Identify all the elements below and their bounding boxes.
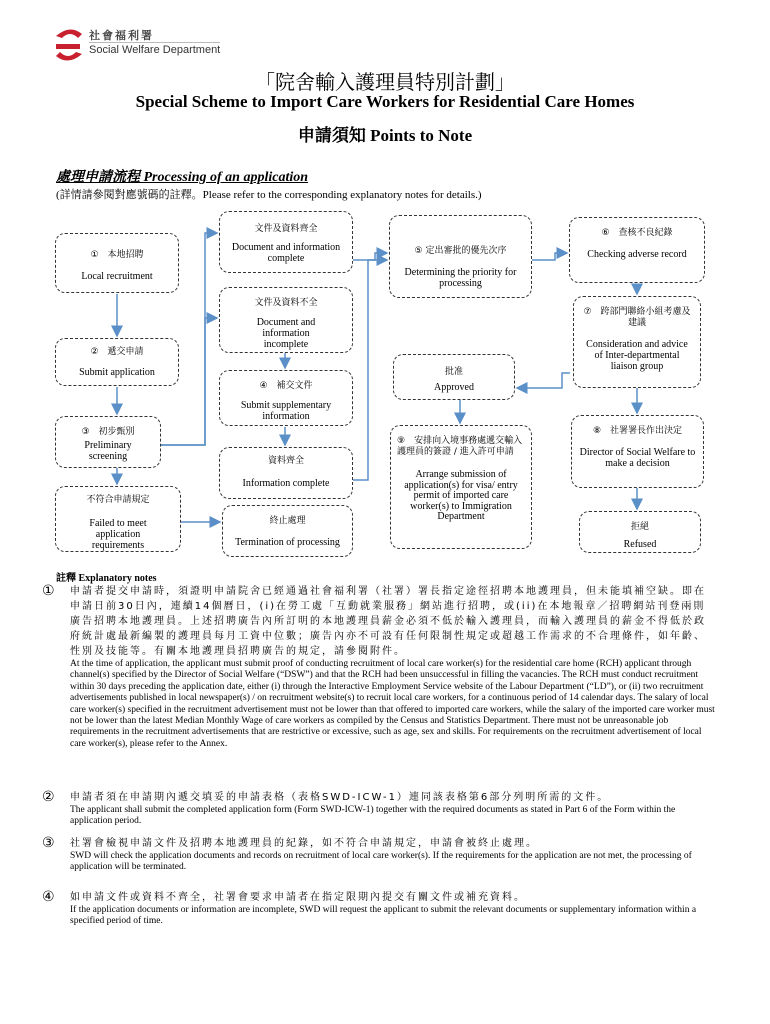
section-heading: 處理申請流程 Processing of an application [56, 170, 309, 185]
title-en: Special Scheme to Import Care Workers for Residential Care Homes [135, 92, 635, 111]
step-3-preliminary-screening [55, 416, 161, 468]
note-1-number: ① [42, 583, 55, 599]
note-2-number: ② [42, 789, 55, 805]
note-2-cn: 申請者須在申請期內遞交填妥的申請表格（表格SWD-ICW-1）連同該表格第6部分列明所需的文件。 [70, 792, 610, 803]
doc-incomplete-en: Document and information incomplete [256, 317, 316, 350]
step-8-en: Director of Social Welfare to make a decision [579, 447, 696, 469]
note-3 [42, 835, 716, 874]
failed-en: Failed to meet application requirements [89, 518, 147, 551]
doc-complete-en: Document and information complete [231, 242, 341, 264]
step-3-cn: ③ 初步甄別 [81, 427, 135, 437]
logo-text-en: Social Welfare Department [89, 44, 221, 56]
termination-cn: 終止處理 [269, 516, 306, 526]
step-5-cn: ⑤ 定出審批的優先次序 [414, 246, 507, 256]
step-9-en: Arrange submission of application(s) for visa/ entry permit of imported care worker(s) to Immigration Department [404, 469, 518, 522]
information-complete [219, 447, 353, 499]
note-1-cn: 申請者提交申請時，須證明申請院舍已經通過社會福利署（社署）署長指定途徑招聘本地護理員，但未能填補空缺。即在申請日前30日內，連續14個曆日，(i)在勞工處「互動就業服務」網站進行招聘，或(ii)在本地報章／招聘網站刊登兩則廣告招聘本地護理員。上述招聘廣告內所訂明的本地護理員薪金必須不低於輸入護理員，而輸入護理員的薪金不得低於政府統計處最新編製的護理員每月工資中位數；廣告內亦不可設有任何限制性規定或超越工作需求的不合理條件，如年齡、性別及技能等。有關本地護理員招聘廣告的規定，請參閱附件。 [70, 586, 706, 657]
step-7-cn: ⑦ 跨部門聯絡小組考慮及建議 [583, 307, 691, 328]
step-7-en: Consideration and advice of Inter-departmental liaison group [586, 339, 688, 372]
refused-cn: 拒絕 [630, 522, 649, 532]
info-complete-cn: 資料齊全 [267, 456, 304, 466]
note-4-cn: 如申請文件或資料不齊全，社署會要求申請者在指定限期內提交有關文件或補充資料。 [70, 892, 526, 903]
step-6-en: Checking adverse record [587, 249, 687, 260]
step-2-cn: ② 遞交申請 [90, 347, 144, 357]
step-1-local-recruitment [55, 233, 179, 293]
document-complete [219, 211, 353, 273]
step-2-submit-application [55, 338, 179, 386]
step-2-en: Submit application [79, 367, 155, 378]
approved-cn: 批准 [444, 367, 463, 377]
termination [222, 505, 353, 557]
note-3-cn: 社署會檢視申請文件及招聘本地護理員的紀錄，如不符合申請規定，申請會被終止處理。 [70, 838, 538, 849]
section-subtitle: (詳情請參閱對應號碼的註釋。Please refer to the corresponding explanatory notes for details.) [56, 189, 482, 201]
title-points: 申請須知 Points to Note [297, 126, 473, 145]
approved [393, 354, 515, 400]
step-4-supplementary [219, 370, 353, 426]
approved-en: Approved [434, 382, 474, 393]
notes-heading: 註釋 Explanatory notes [56, 573, 157, 584]
note-4 [42, 889, 716, 928]
step-8-director-decision [571, 415, 704, 488]
step-5-en: Determining the priority for processing [404, 267, 517, 289]
termination-en: Termination of processing [235, 537, 340, 548]
note-2-en: The applicant shall submit the completed application form (Form SWD-ICW-1) together with the required documents as stated in Part 6 of the Form within the application period. [70, 805, 676, 827]
logo-text-cn: 社會福利署 [89, 29, 154, 42]
failed-requirements [55, 486, 181, 552]
note-1 [42, 583, 716, 750]
document-incomplete [219, 287, 353, 353]
step-4-cn: ④ 補交文件 [259, 381, 313, 391]
step-9-immigration [390, 425, 532, 549]
step-4-en: Submit supplementary information [240, 400, 332, 422]
step-3-en: Preliminary screening [84, 440, 132, 462]
note-3-number: ③ [42, 835, 55, 851]
step-7-liaison-group [573, 296, 701, 388]
step-1-cn: ① 本地招聘 [90, 250, 144, 260]
step-5-priority [389, 215, 532, 298]
info-complete-en: Information complete [242, 478, 330, 489]
step-6-adverse-record [569, 217, 705, 283]
step-6-cn: ⑥ 查核不良紀錄 [601, 228, 673, 238]
note-4-en: If the application documents or information are incomplete, SWD will request the applicant to submit the relevant documents or supplementary information within a specified period of time. [70, 905, 697, 927]
refused-en: Refused [623, 539, 657, 550]
failed-cn: 不符合申請規定 [86, 495, 150, 505]
step-9-cn: ⑨ 安排向入境事務處遞交輸入護理員的簽證 / 進入許可申請 [397, 436, 523, 457]
step-1-en: Local recruitment [81, 271, 153, 282]
note-1-en: At the time of application, the applicant must submit proof of conducting recruitment of local care worker(s) for the residential care home (RCH) applicant through channel(s) specified by the Director of Social Welfare (“DSW”) and that the RCH had been unsuccessful in filling the vacancies. The RCH must conduct recruitment within 30 days preceding the application date, either (i) through the Interactive Employment Service website of the Labour Department (“LD”), or (ii) two recruitment advertisements published in local newspaper(s) / on recruitment website(s) to recruit local care workers, for a continuous period of 14 calendar days. The salary of local care worker(s) specified in the recruitment advertisement must not be lower than that offered to imported care workers, while the salary of the imported care worker must not be lower than the latest Median Monthly Wage of care workers as compiled by the Census and Statistics Department. There must not be unreasonable job requirements in the recruitment advertisements that are restrictive or excessive, such as age, sex and skills. For requirements on the recruitment advertisement of local care worker(s), please refer to the Annex. [70, 659, 715, 749]
title-cn: 「院舍輸入護理員特別計劃」 [255, 70, 515, 94]
note-4-number: ④ [42, 889, 55, 905]
note-2 [42, 789, 716, 828]
note-3-en: SWD will check the application documents and records on recruitment of local care worker(s). If the requirements for the application are not met, the processing of application will be terminated. [70, 851, 692, 873]
refused [579, 511, 701, 553]
step-8-cn: ⑧ 社署署長作出決定 [592, 426, 683, 436]
doc-incomplete-cn: 文件及資料不全 [254, 298, 318, 308]
doc-complete-cn: 文件及資料齊全 [254, 224, 318, 234]
